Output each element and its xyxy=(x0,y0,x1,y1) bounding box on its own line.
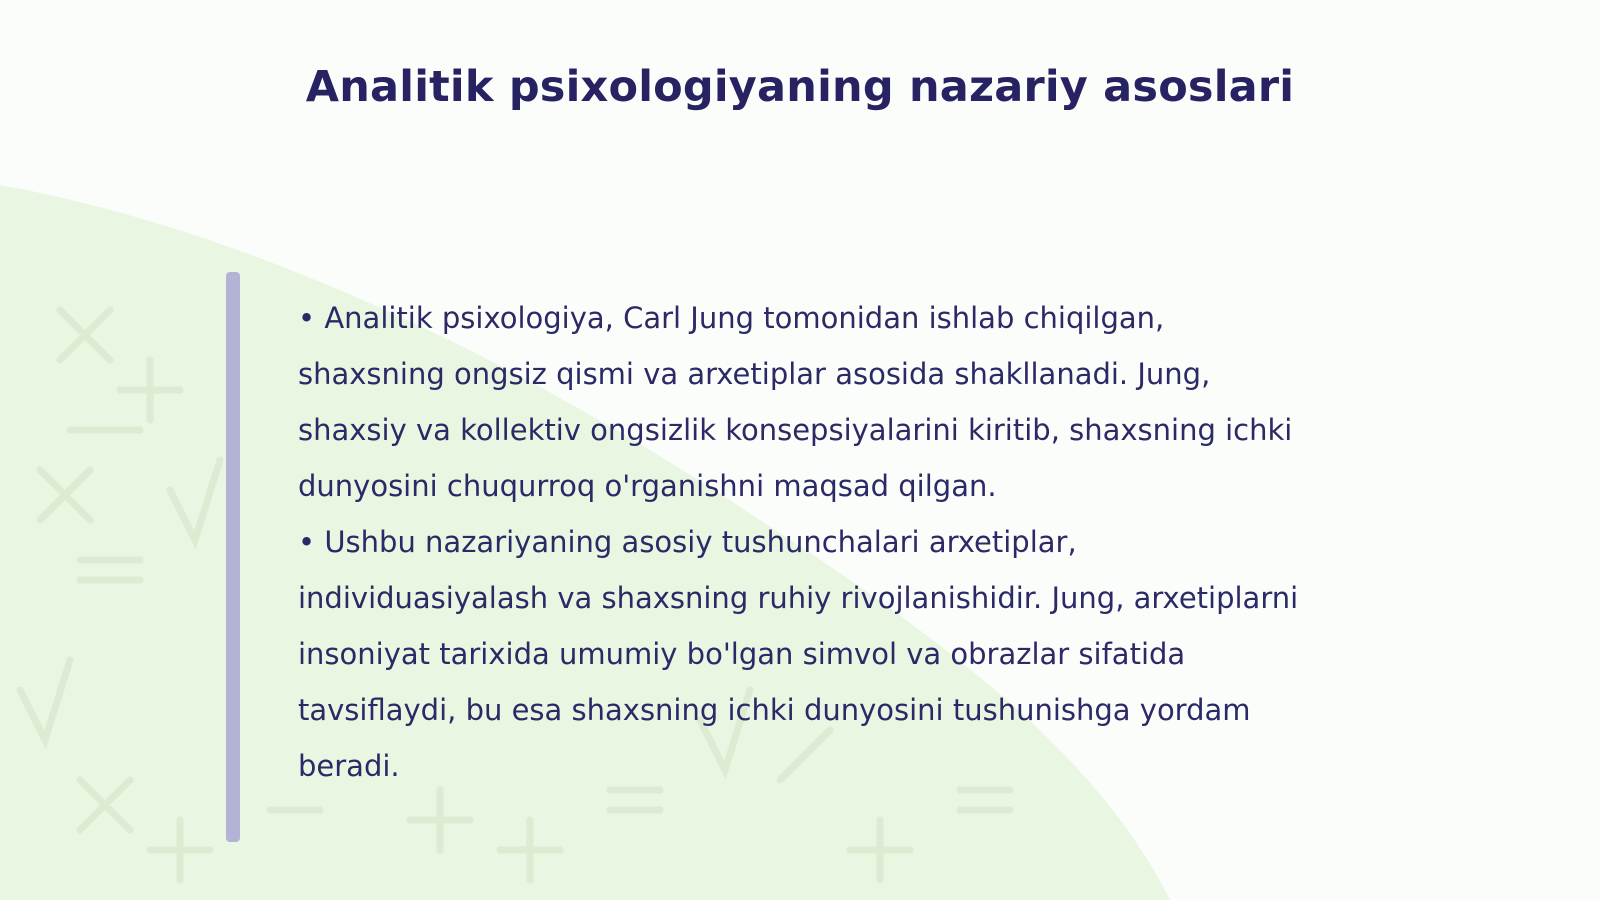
bullet-list xyxy=(298,290,1308,794)
accent-bar xyxy=(226,272,240,842)
slide-title: Analitik psixologiyaning nazariy asoslari xyxy=(305,62,1295,112)
bullet-item: • Analitik psixologiya, Carl Jung tomonidan ishlab chiqilgan, shaxsning ongsiz qismi va arxetiplar asosida shakllanadi. Jung, shaxsiy va kollektiv ongsizlik konsepsiyalarini kiritib, shaxsning ichki dunyosini chuqurroq o'rganishni maqsad qilgan. xyxy=(298,301,1293,503)
bullet-item: • Ushbu nazariyaning asosiy tushunchalari arxetiplar, individuasiyalash va shaxsning ruhiy rivojlanishidir. Jung, arxetiplarni insoniyat tarixida umumiy bo'lgan simvol va obrazlar sifatida tavsiflaydi, bu esa shaxsning ichki dunyosini tushunishga yordam beradi. xyxy=(298,525,1299,783)
